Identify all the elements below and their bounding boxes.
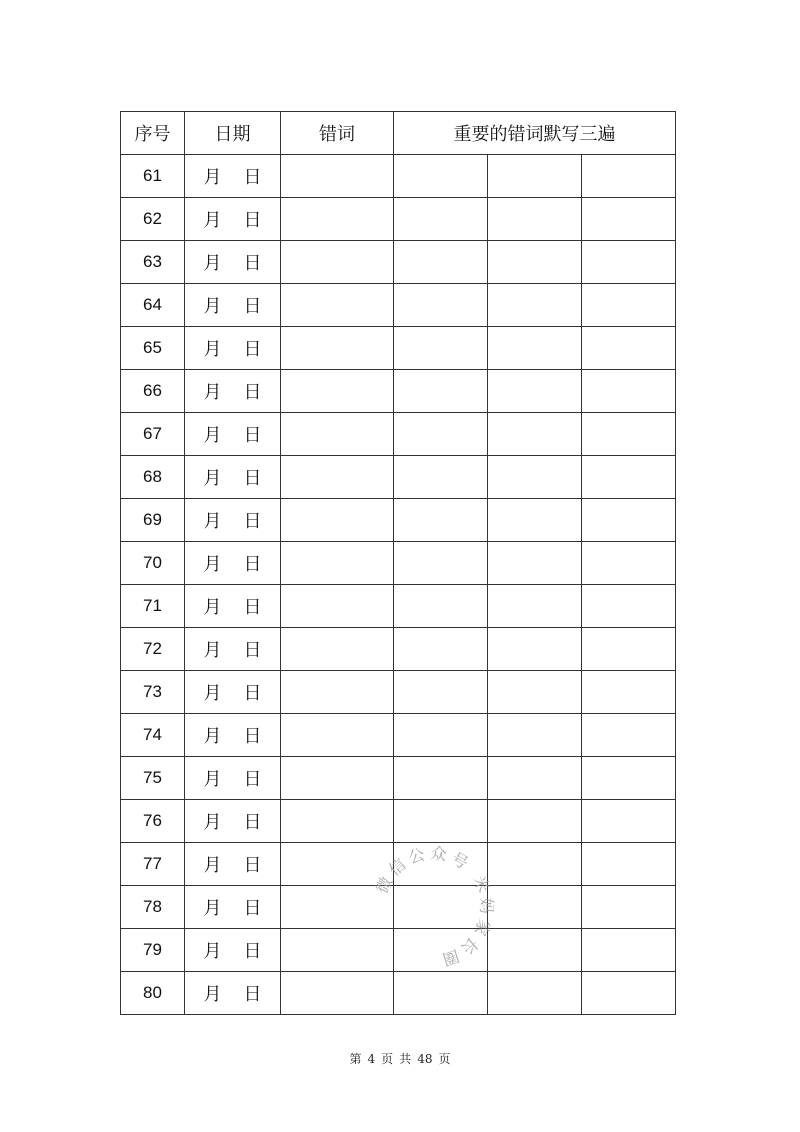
row-seq: 76 — [121, 800, 185, 843]
row-rewrite-cell-2[interactable] — [488, 886, 582, 929]
row-month-label: 月 — [203, 640, 222, 661]
row-day-label: 日 — [243, 554, 262, 575]
row-date — [185, 155, 281, 198]
row-rewrite-cell-1[interactable] — [394, 542, 488, 585]
row-day-label: 日 — [243, 597, 262, 618]
row-rewrite-cell-1[interactable] — [394, 284, 488, 327]
table-row — [121, 155, 676, 198]
row-wrong-word-cell[interactable] — [281, 499, 394, 542]
row-wrong-word-cell[interactable] — [281, 241, 394, 284]
row-rewrite-cell-1[interactable] — [394, 757, 488, 800]
row-seq: 63 — [121, 241, 185, 284]
row-month-label: 月 — [203, 511, 222, 532]
table-row — [121, 198, 676, 241]
row-day-label: 日 — [243, 382, 262, 403]
row-day-label: 日 — [243, 769, 262, 790]
row-wrong-word-cell[interactable] — [281, 456, 394, 499]
row-rewrite-cell-2[interactable] — [488, 456, 582, 499]
row-rewrite-cell-2[interactable] — [488, 198, 582, 241]
row-date — [185, 843, 281, 886]
table-row — [121, 929, 676, 972]
row-rewrite-cell-2[interactable] — [488, 800, 582, 843]
table-row — [121, 370, 676, 413]
row-rewrite-cell-3[interactable] — [582, 929, 676, 972]
row-rewrite-cell-3[interactable] — [582, 284, 676, 327]
row-date — [185, 671, 281, 714]
row-wrong-word-cell[interactable] — [281, 714, 394, 757]
row-wrong-word-cell[interactable] — [281, 757, 394, 800]
row-day-label: 日 — [243, 984, 262, 1005]
watermark-text: 微信公众号 米妈家长圈 — [372, 843, 497, 971]
row-seq: 72 — [121, 628, 185, 671]
row-wrong-word-cell[interactable] — [281, 542, 394, 585]
table-row — [121, 800, 676, 843]
row-rewrite-cell-1[interactable] — [394, 241, 488, 284]
row-month-label: 月 — [203, 554, 222, 575]
row-rewrite-cell-1[interactable] — [394, 800, 488, 843]
header-rewrite-three-times: 重要的错词默写三遍 — [394, 112, 676, 155]
row-month-label: 月 — [203, 812, 222, 833]
row-rewrite-cell-1[interactable] — [394, 456, 488, 499]
table-row — [121, 284, 676, 327]
row-day-label: 日 — [243, 296, 262, 317]
row-month-label: 月 — [203, 597, 222, 618]
row-rewrite-cell-1[interactable] — [394, 198, 488, 241]
row-rewrite-cell-1[interactable] — [394, 370, 488, 413]
row-rewrite-cell-3[interactable] — [582, 757, 676, 800]
row-rewrite-cell-1[interactable] — [394, 155, 488, 198]
row-month-label: 月 — [203, 683, 222, 704]
row-seq: 77 — [121, 843, 185, 886]
row-seq: 61 — [121, 155, 185, 198]
row-date — [185, 585, 281, 628]
row-rewrite-cell-1[interactable] — [394, 714, 488, 757]
row-date — [185, 628, 281, 671]
row-rewrite-cell-3[interactable] — [582, 198, 676, 241]
row-rewrite-cell-3[interactable] — [582, 628, 676, 671]
row-month-label: 月 — [203, 382, 222, 403]
row-wrong-word-cell[interactable] — [281, 370, 394, 413]
row-seq: 73 — [121, 671, 185, 714]
table-row — [121, 714, 676, 757]
footer-total-pages: 48 — [417, 1052, 433, 1066]
table-row — [121, 499, 676, 542]
footer-page-unit: 页 — [381, 1052, 394, 1066]
table-row — [121, 843, 676, 886]
row-month-label: 月 — [203, 210, 222, 231]
row-rewrite-cell-3[interactable] — [582, 714, 676, 757]
row-rewrite-cell-1[interactable] — [394, 929, 488, 972]
header-wrong-word: 错词 — [281, 112, 394, 155]
row-seq: 69 — [121, 499, 185, 542]
row-wrong-word-cell[interactable] — [281, 972, 394, 1015]
row-rewrite-cell-3[interactable] — [582, 456, 676, 499]
row-day-label: 日 — [243, 855, 262, 876]
row-rewrite-cell-3[interactable] — [582, 241, 676, 284]
row-rewrite-cell-2[interactable] — [488, 155, 582, 198]
row-date — [185, 370, 281, 413]
row-date — [185, 972, 281, 1015]
row-month-label: 月 — [203, 898, 222, 919]
row-seq: 66 — [121, 370, 185, 413]
row-date — [185, 413, 281, 456]
row-date — [185, 284, 281, 327]
row-rewrite-cell-2[interactable] — [488, 585, 582, 628]
row-rewrite-cell-2[interactable] — [488, 542, 582, 585]
wrong-words-table — [120, 111, 676, 1015]
row-date — [185, 542, 281, 585]
row-day-label: 日 — [243, 683, 262, 704]
row-rewrite-cell-2[interactable] — [488, 929, 582, 972]
row-day-label: 日 — [243, 167, 262, 188]
row-month-label: 月 — [203, 769, 222, 790]
table-row — [121, 886, 676, 929]
row-date — [185, 757, 281, 800]
row-day-label: 日 — [243, 898, 262, 919]
row-month-label: 月 — [203, 425, 222, 446]
row-rewrite-cell-2[interactable] — [488, 284, 582, 327]
row-rewrite-cell-2[interactable] — [488, 972, 582, 1015]
row-rewrite-cell-1[interactable] — [394, 972, 488, 1015]
row-day-label: 日 — [243, 339, 262, 360]
row-rewrite-cell-3[interactable] — [582, 542, 676, 585]
row-rewrite-cell-3[interactable] — [582, 800, 676, 843]
table-row — [121, 456, 676, 499]
table-row — [121, 757, 676, 800]
row-date — [185, 198, 281, 241]
row-date — [185, 714, 281, 757]
footer-page-number: 4 — [367, 1052, 376, 1066]
row-rewrite-cell-2[interactable] — [488, 671, 582, 714]
row-month-label: 月 — [203, 296, 222, 317]
header-seq: 序号 — [121, 112, 185, 155]
row-seq: 80 — [121, 972, 185, 1015]
row-month-label: 月 — [203, 984, 222, 1005]
table-row — [121, 628, 676, 671]
row-seq: 65 — [121, 327, 185, 370]
table-row — [121, 327, 676, 370]
table-header-row — [121, 112, 676, 155]
row-wrong-word-cell[interactable] — [281, 800, 394, 843]
row-seq: 67 — [121, 413, 185, 456]
row-seq: 64 — [121, 284, 185, 327]
row-rewrite-cell-2[interactable] — [488, 628, 582, 671]
row-month-label: 月 — [203, 941, 222, 962]
row-day-label: 日 — [243, 640, 262, 661]
row-rewrite-cell-3[interactable] — [582, 413, 676, 456]
row-seq: 68 — [121, 456, 185, 499]
row-rewrite-cell-2[interactable] — [488, 241, 582, 284]
row-date — [185, 499, 281, 542]
table-row — [121, 585, 676, 628]
row-rewrite-cell-2[interactable] — [488, 413, 582, 456]
row-rewrite-cell-2[interactable] — [488, 843, 582, 886]
row-wrong-word-cell[interactable] — [281, 628, 394, 671]
row-rewrite-cell-3[interactable] — [582, 671, 676, 714]
row-month-label: 月 — [203, 167, 222, 188]
table-row — [121, 542, 676, 585]
row-wrong-word-cell[interactable] — [281, 929, 394, 972]
table-body — [121, 155, 676, 1015]
row-rewrite-cell-3[interactable] — [582, 585, 676, 628]
row-day-label: 日 — [243, 468, 262, 489]
row-month-label: 月 — [203, 468, 222, 489]
row-date — [185, 886, 281, 929]
row-seq: 70 — [121, 542, 185, 585]
row-wrong-word-cell[interactable] — [281, 413, 394, 456]
row-rewrite-cell-1[interactable] — [394, 585, 488, 628]
row-rewrite-cell-2[interactable] — [488, 757, 582, 800]
row-month-label: 月 — [203, 339, 222, 360]
row-rewrite-cell-1[interactable] — [394, 413, 488, 456]
row-rewrite-cell-1[interactable] — [394, 499, 488, 542]
row-date — [185, 456, 281, 499]
row-day-label: 日 — [243, 253, 262, 274]
row-wrong-word-cell[interactable] — [281, 886, 394, 929]
row-wrong-word-cell[interactable] — [281, 284, 394, 327]
row-seq: 74 — [121, 714, 185, 757]
table-row — [121, 241, 676, 284]
row-rewrite-cell-3[interactable] — [582, 972, 676, 1015]
row-date — [185, 800, 281, 843]
table-row — [121, 972, 676, 1015]
footer-prefix: 第 — [349, 1052, 362, 1066]
row-rewrite-cell-3[interactable] — [582, 886, 676, 929]
row-day-label: 日 — [243, 941, 262, 962]
row-seq: 62 — [121, 198, 185, 241]
table-row — [121, 671, 676, 714]
row-date — [185, 327, 281, 370]
row-rewrite-cell-1[interactable] — [394, 886, 488, 929]
row-wrong-word-cell[interactable] — [281, 585, 394, 628]
row-rewrite-cell-2[interactable] — [488, 327, 582, 370]
row-rewrite-cell-1[interactable] — [394, 327, 488, 370]
row-wrong-word-cell[interactable] — [281, 155, 394, 198]
row-rewrite-cell-1[interactable] — [394, 628, 488, 671]
row-seq: 79 — [121, 929, 185, 972]
row-rewrite-cell-3[interactable] — [582, 499, 676, 542]
row-month-label: 月 — [203, 855, 222, 876]
row-rewrite-cell-1[interactable] — [394, 843, 488, 886]
footer-total-unit: 页 — [438, 1052, 451, 1066]
table-row — [121, 413, 676, 456]
row-rewrite-cell-3[interactable] — [582, 155, 676, 198]
header-date: 日期 — [185, 112, 281, 155]
row-wrong-word-cell[interactable] — [281, 671, 394, 714]
row-day-label: 日 — [243, 511, 262, 532]
row-date — [185, 241, 281, 284]
row-seq: 78 — [121, 886, 185, 929]
row-day-label: 日 — [243, 210, 262, 231]
row-seq: 75 — [121, 757, 185, 800]
row-wrong-word-cell[interactable] — [281, 843, 394, 886]
row-day-label: 日 — [243, 726, 262, 747]
row-rewrite-cell-1[interactable] — [394, 671, 488, 714]
row-wrong-word-cell[interactable] — [281, 198, 394, 241]
row-day-label: 日 — [243, 425, 262, 446]
row-rewrite-cell-2[interactable] — [488, 714, 582, 757]
row-seq: 71 — [121, 585, 185, 628]
row-rewrite-cell-3[interactable] — [582, 843, 676, 886]
row-day-label: 日 — [243, 812, 262, 833]
row-rewrite-cell-2[interactable] — [488, 370, 582, 413]
row-rewrite-cell-3[interactable] — [582, 370, 676, 413]
row-rewrite-cell-2[interactable] — [488, 499, 582, 542]
row-month-label: 月 — [203, 726, 222, 747]
footer-total-prefix: 共 — [399, 1052, 412, 1066]
page-footer — [0, 1050, 800, 1067]
row-rewrite-cell-3[interactable] — [582, 327, 676, 370]
row-date — [185, 929, 281, 972]
row-month-label: 月 — [203, 253, 222, 274]
row-wrong-word-cell[interactable] — [281, 327, 394, 370]
